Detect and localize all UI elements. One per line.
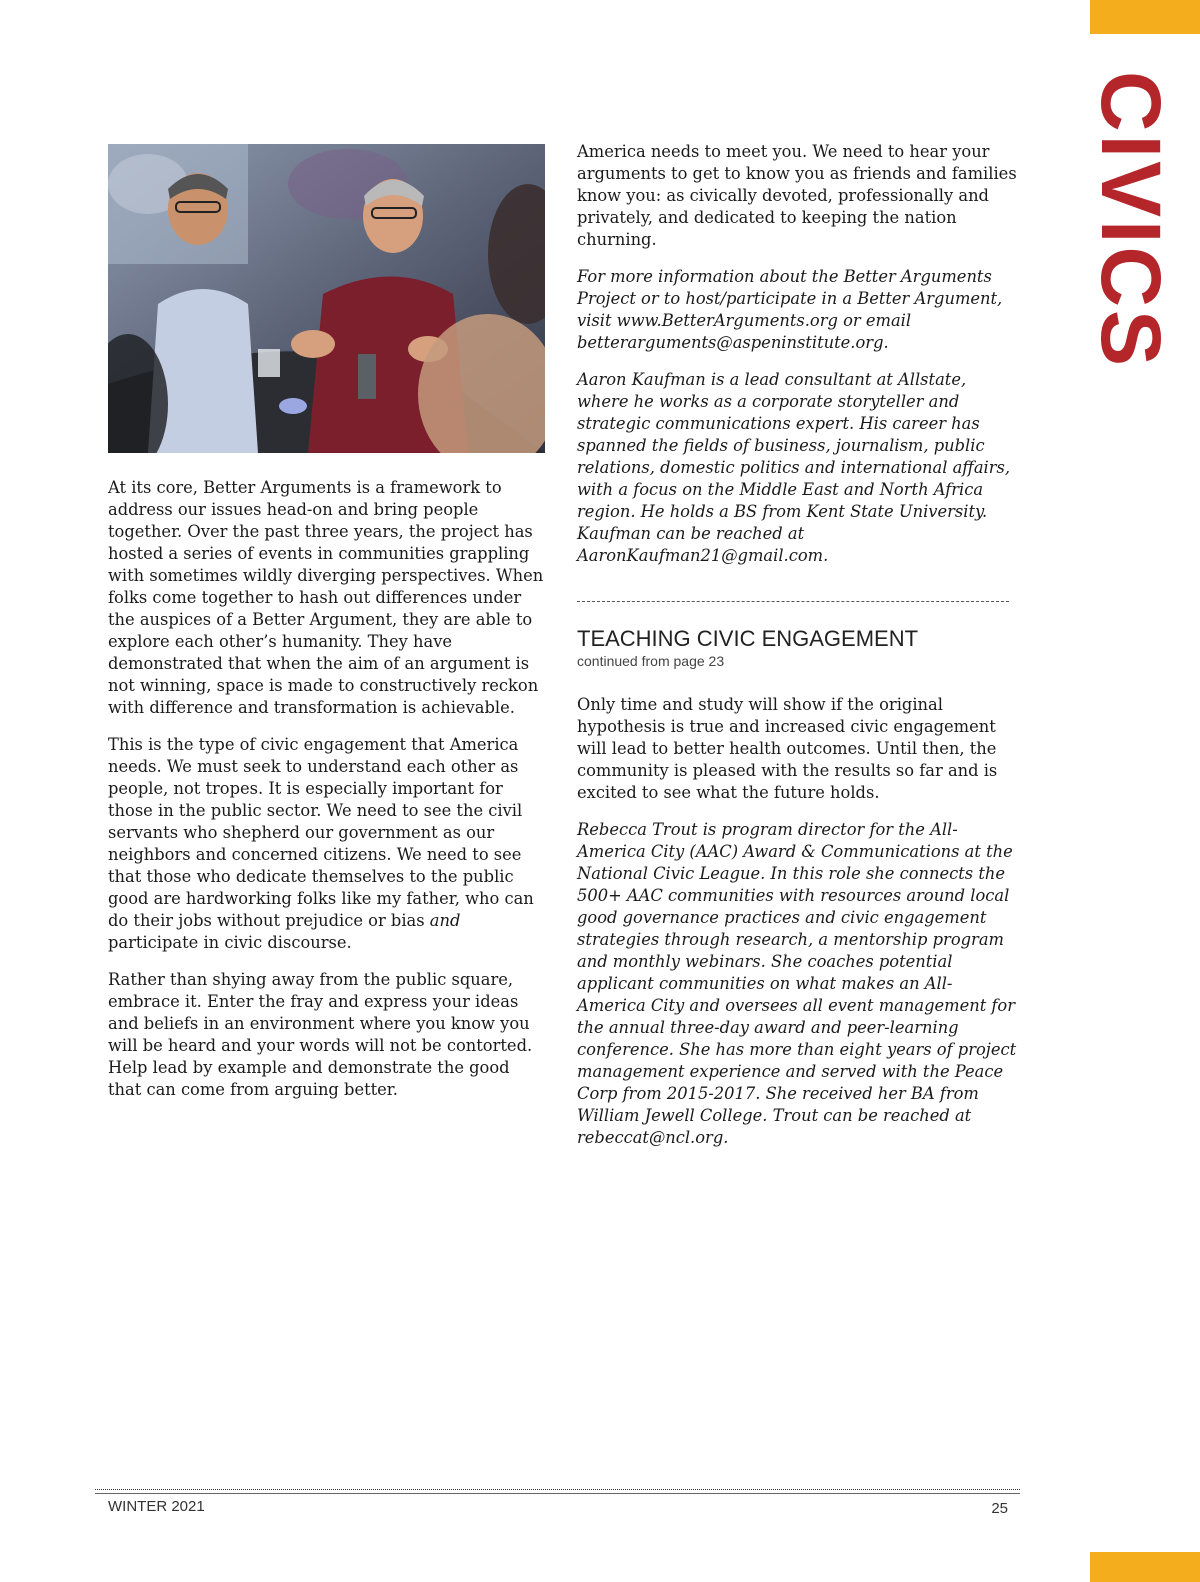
section-heading: TEACHING CIVIC ENGAGEMENT — [577, 626, 919, 651]
info-note: For more information about the Better Arguments Project or to host/participate in a Better Argument, visit www.BetterArguments.org or email betterarguments@aspeninstitute.org. — [577, 267, 1003, 352]
left-column — [108, 477, 548, 1116]
footer-rule — [95, 1489, 1020, 1494]
body-paragraph: Only time and study will show if the original hypothesis is true and increased civic engagement will lead to better health outcomes. Until then, the community is pleased with the results so far and is excited to see what the future holds. — [577, 695, 998, 802]
body-paragraph-text: This is the type of civic engagement that America needs. We must seek to understand each other as people, not tropes. It is especially important for those in the public sector. We need to see the civil servants who shepherd our government as our neighbors and concerned citizens. We need to see that those who dedicate themselves to the public good are hardworking folks like my father, who can do their jobs without prejudice or bias — [108, 735, 534, 930]
discussion-photo-illustration — [108, 144, 545, 453]
author-bio: Aaron Kaufman is a lead consultant at Allstate, where he works as a corporate storyteller and strategic communications expert. His career has spanned the fields of business, journalism, public relations, domestic politics and international affairs, with a focus on the Middle East and North Africa region. He holds a BS from Kent State University. Kaufman can be reached at AaronKaufman21@gmail.com. — [577, 370, 1011, 565]
continued-section-body — [577, 694, 1017, 1164]
top-accent-bar — [1090, 0, 1200, 34]
body-paragraph: America needs to meet you. We need to hear your arguments to get to know you as friends and families know you: as civically devoted, professionally and privately, and dedicated to keeping the nation churning. — [577, 142, 1017, 249]
emphasis-text: and — [429, 911, 461, 930]
page-number: 25 — [991, 1500, 1008, 1517]
body-paragraph: Rather than shying away from the public square, embrace it. Enter the fray and express your ideas and beliefs in an environment where you know you will be heard and your words will not be contorted. Help lead by example and demonstrate the good that can come from arguing better. — [108, 970, 533, 1099]
body-paragraph: At its core, Better Arguments is a framework to address our issues head-on and bring people together. Over the past three years, the project has hosted a series of events in communities grappling with sometimes wildly diverging perspectives. When folks come together to hash out differences under the auspices of a Better Argument, they are able to explore each other’s humanity. They have demonstrated that when the aim of an argument is not winning, space is made to constructively reckon with difference and transformation is achievable. — [108, 478, 544, 717]
section-label — [1084, 52, 1178, 388]
right-column — [577, 141, 1017, 582]
section-label-text: CIVICS — [1084, 70, 1178, 370]
footer-issue: WINTER 2021 — [108, 1498, 205, 1515]
continued-note: continued from page 23 — [577, 653, 725, 669]
discussion-photo — [108, 144, 545, 453]
bottom-accent-bar — [1090, 1552, 1200, 1582]
section-divider — [577, 601, 1009, 602]
body-paragraph — [108, 734, 548, 954]
body-paragraph-text: participate in civic discourse. — [108, 933, 352, 952]
author-bio: Rebecca Trout is program director for the All-America City (AAC) Award & Communications at the National Civic League. In this role she connects the 500+ AAC communities with resources around local good governance practices and civic engagement strategies through research, a mentorship program and monthly webinars. She coaches potential applicant communities on what makes an All-America City and oversees all event management for the annual three-day award and peer-learning conference. She has more than eight years of project management experience and served with the Peace Corp from 2015-2017. She received her BA from William Jewell College. Trout can be reached at rebeccat@ncl.org. — [577, 820, 1017, 1147]
